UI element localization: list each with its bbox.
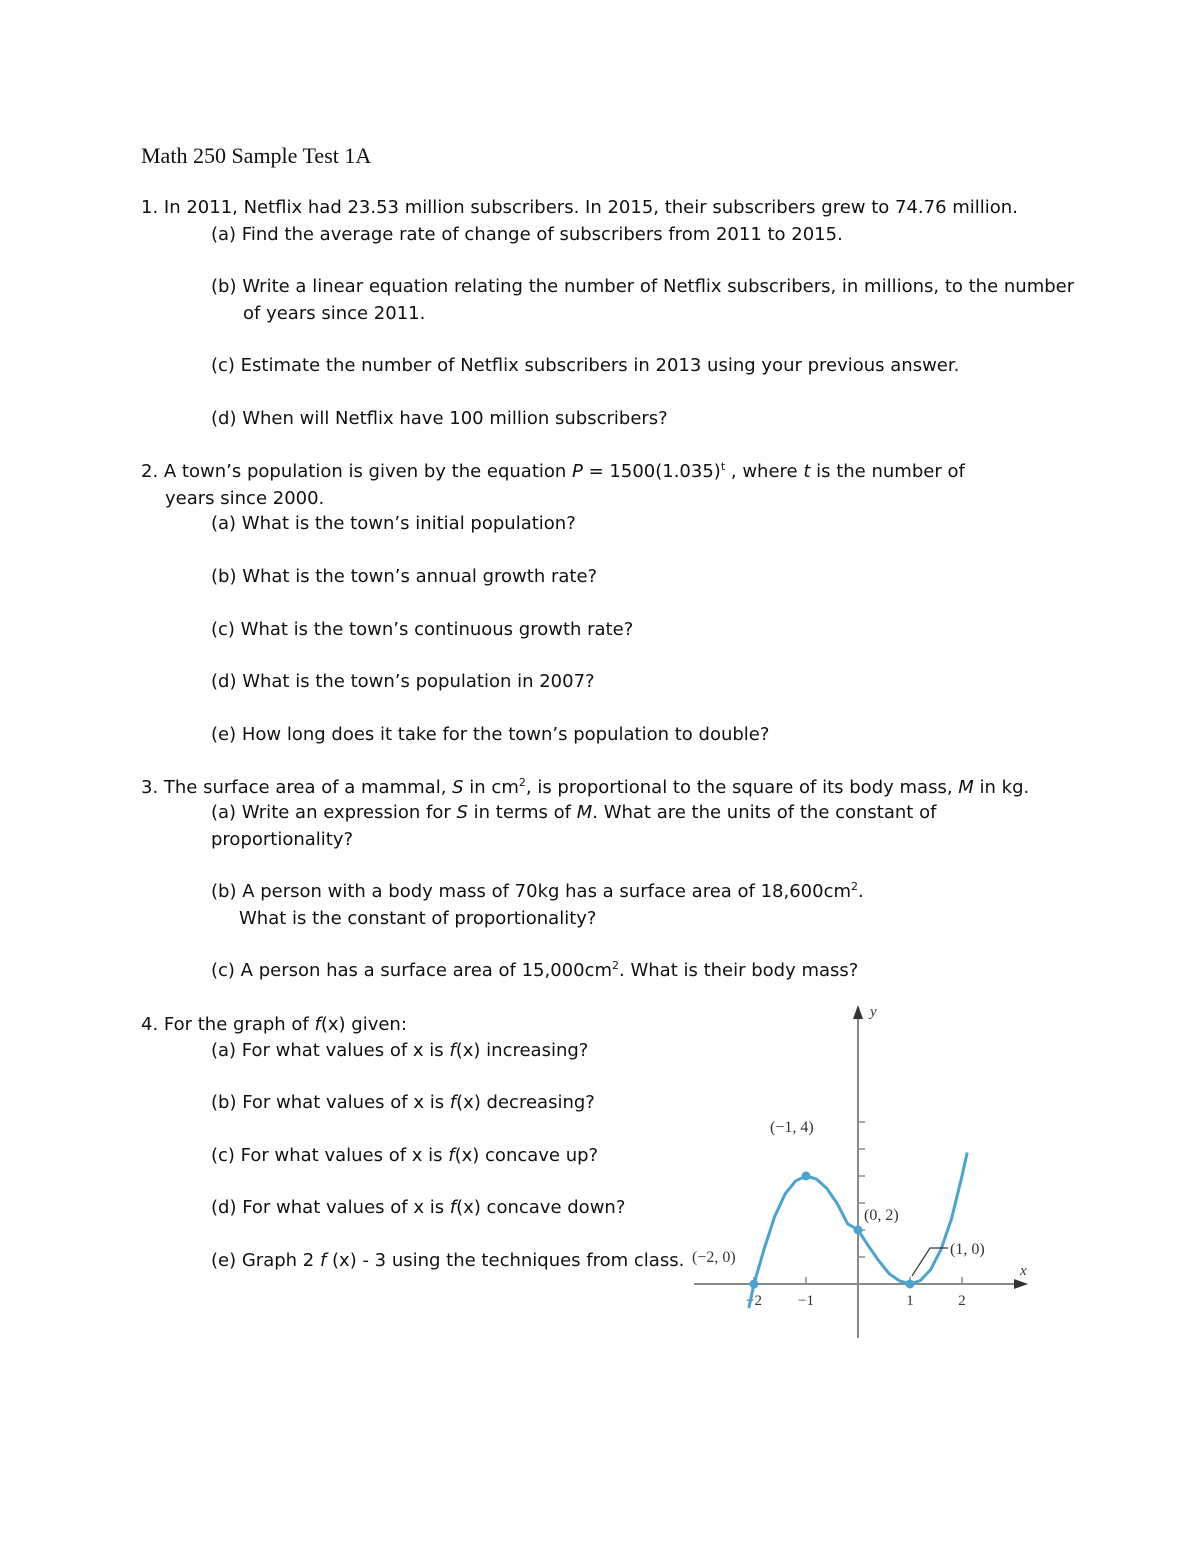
point-label: (1, 0) [950,1241,985,1258]
q4-part-d: (d) For what values of x is f(x) concave down? [211,1197,626,1218]
q1-stem: 1. In 2011, Netflix had 23.53 million subscribers. In 2015, their subscribers grew to 74.76 million. [141,197,1018,218]
q3-part-a-cont: proportionality? [211,829,354,850]
x-tick-label: 1 [906,1293,914,1309]
q2-part-a: (a) What is the town’s initial population? [211,513,576,534]
graph-point [854,1226,863,1235]
q2-stem: 2. A town’s population is given by the equation $P = 1500(1.035)^t$ , where t is the number of [141,460,965,482]
q2-part-b: (b) What is the town’s annual growth rate? [211,566,598,587]
graph-point [906,1280,915,1289]
q3-stem: 3. The surface area of a mammal, S in $cm^2$, is proportional to the square of its body mass, M in kg. [141,776,1030,798]
q4-part-a: (a) For what values of x is f(x) increasing? [211,1040,589,1061]
graph-ticks [746,1122,966,1309]
x-tick-label: −2 [746,1293,762,1309]
q1-part-d: (d) When will Netflix have 100 million subscribers? [211,408,668,429]
q2-part-e: (e) How long does it take for the town’s population to double? [211,724,770,745]
q3-part-c: (c) A person has a surface area of $15,000cm^2$. What is their body mass? [211,959,859,981]
graph-point [802,1172,811,1181]
graph-point [750,1280,759,1289]
q1-part-c: (c) Estimate the number of Netflix subscribers in 2013 using your previous answer. [211,355,960,376]
q2-part-c: (c) What is the town’s continuous growth rate? [211,619,634,640]
q2-part-d: (d) What is the town’s population in 2007? [211,671,595,692]
point-label: (0, 2) [864,1207,899,1224]
q3-part-a: (a) Write an expression for S in terms of M. What are the units of the constant of [211,802,937,823]
graph-axes [694,1005,1028,1338]
q1-part-b: (b) Write a linear equation relating the number of Netflix subscribers, in millions, to the number [211,276,1075,297]
q1-part-a: (a) Find the average rate of change of subscribers from 2011 to 2015. [211,224,843,245]
q3-part-b-cont: What is the constant of proportionality? [239,908,597,929]
function-graph [680,995,1040,1345]
q4-stem: 4. For the graph of f(x) given: [141,1014,407,1035]
x-tick-label: −1 [798,1293,814,1309]
point-label: (−2, 0) [692,1249,736,1266]
q1-part-b-cont: of years since 2011. [243,303,426,324]
point-label: (−1, 4) [770,1119,814,1136]
x-axis-arrow [1014,1279,1028,1289]
x-axis-label: x [1020,1263,1027,1279]
y-axis-label: y [870,1004,877,1020]
q2-stem-cont: years since 2000. [165,488,325,509]
q4-part-b: (b) For what values of x is f(x) decreasing? [211,1092,595,1113]
q3-part-b: (b) A person with a body mass of 70kg has a surface area of $18,600cm^2$. [211,880,864,902]
y-axis-arrow [853,1005,863,1019]
q4-part-c: (c) For what values of x is f(x) concave up? [211,1145,599,1166]
q4-part-e: (e) Graph 2 f (x) - 3 using the techniques from class. [211,1250,685,1271]
x-tick-label: 2 [958,1293,966,1309]
page-title: Math 250 Sample Test 1A [141,143,372,168]
